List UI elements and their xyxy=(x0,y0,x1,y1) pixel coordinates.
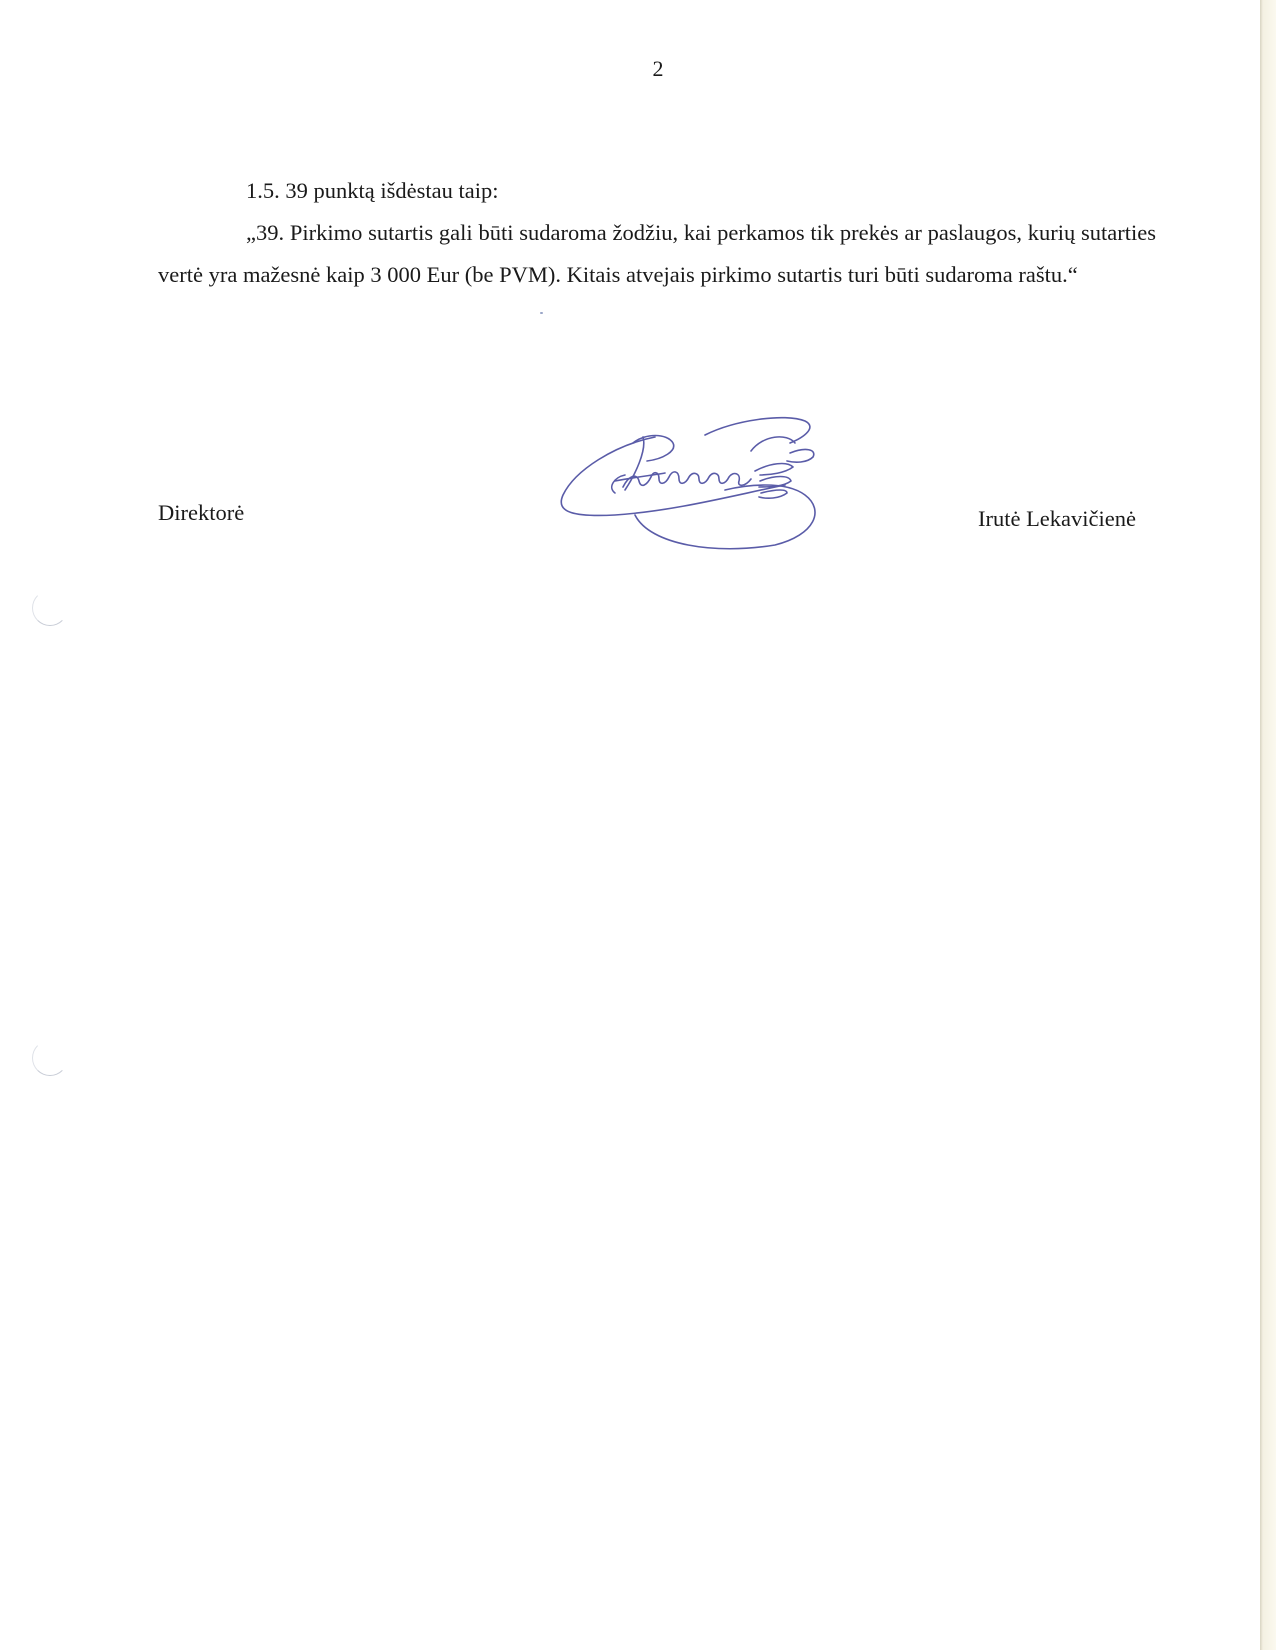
quoted-clause-paragraph: „39. Pirkimo sutartis gali būti sudaroma žodžiu, kai perkamos tik prekės ar paslaugos, kurių sutarties vertė yra mažesnė kaip 3 000 Eur (be PVM). Kitais atvejais pirkimo sutartis turi būti sudaroma raštu.“ xyxy=(158,220,1156,287)
handwritten-signature xyxy=(555,415,840,565)
scan-speck xyxy=(540,312,543,314)
signatory-role: Direktorė xyxy=(158,500,245,525)
document-body xyxy=(158,170,1156,296)
binder-hole-mark xyxy=(32,590,68,626)
page-number: 2 xyxy=(652,56,664,81)
page-edge xyxy=(1260,0,1276,1650)
signatory-name: Irutė Lekavičienė xyxy=(977,506,1136,531)
binder-hole-mark xyxy=(32,1040,68,1076)
amendment-paragraph: 1.5. 39 punktą išdėstau taip: xyxy=(246,178,499,203)
